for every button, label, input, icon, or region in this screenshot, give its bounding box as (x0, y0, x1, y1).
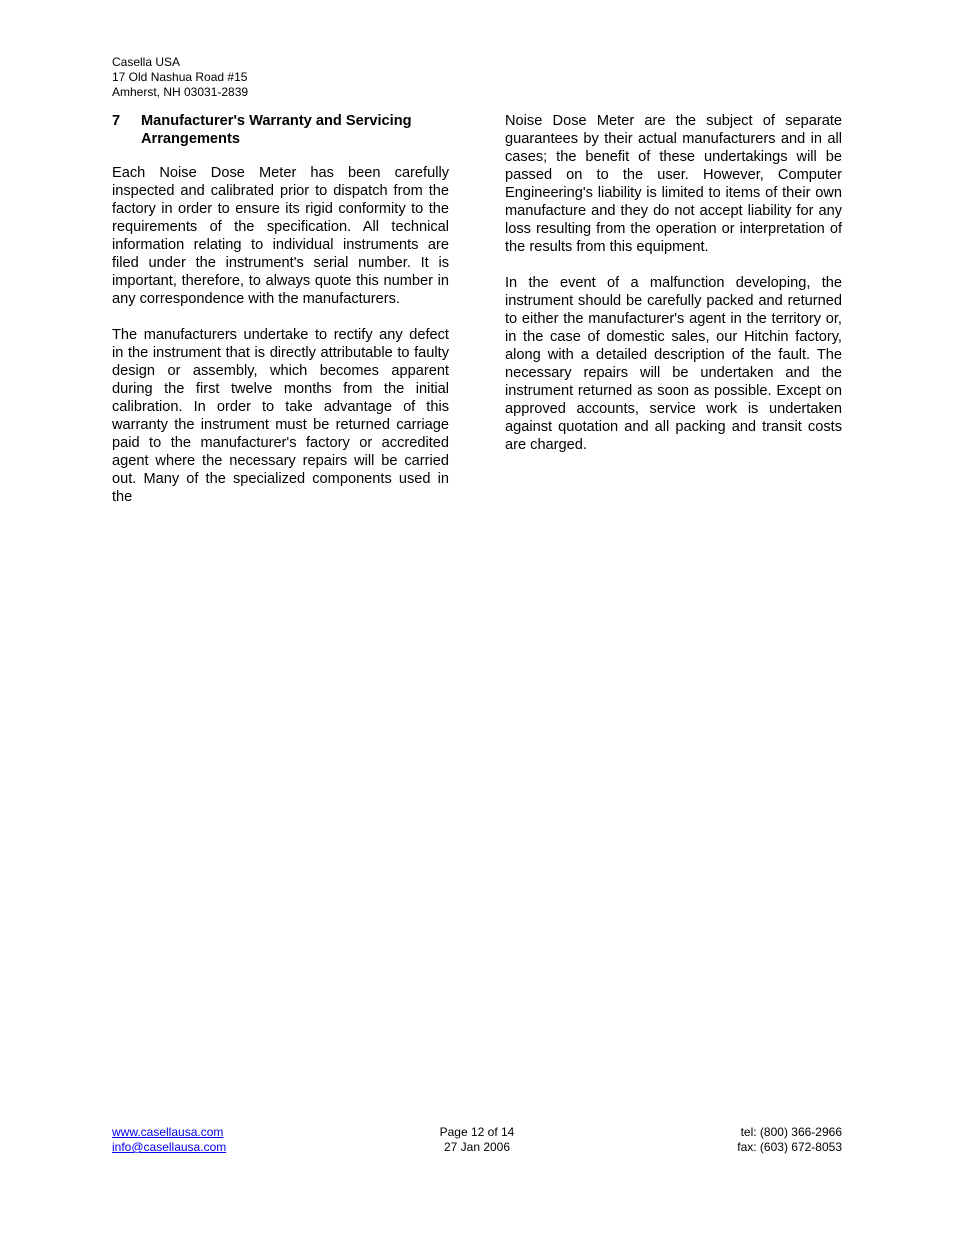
address-line-1: 17 Old Nashua Road #15 (112, 70, 248, 84)
warranty-paragraph-1: Each Noise Dose Meter has been carefully inspected and calibrated prior to dispatch from the factory in order to ensure its rigid conformity to the requirements of the specification. All technical information relating to individual instruments are filed under the instrument's serial number. It is important, therefore, to always quote this number in any correspondence with the manufacturers. (112, 165, 449, 307)
warranty-paragraph-3: Noise Dose Meter are the subject of separate guarantees by their actual manufacturers and in all cases; the benefit of these undertakings will be passed on to the user. However, Computer Engineering's liability is limited to items of their own manufacture and they do not accept liability for any loss resulting from the operation or interpretation of the results from this equipment. (505, 113, 842, 255)
warranty-paragraph-4: In the event of a malfunction developing, the instrument should be carefully packed and returned to either the manufacturer's agent in the territory or, in the case of domestic sales, our Hitchin factory, along with a detailed description of the fault. The necessary repairs will be undertaken and the instrument returned as soon as possible. Except on approved accounts, service work is undertaken against quotation and all packing and transit costs are charged. (505, 275, 842, 453)
document-date: 27 Jan 2006 (443, 1140, 511, 1154)
telephone-number: tel: (800) 366-2966 (740, 1125, 842, 1139)
section-number: 7 (112, 113, 121, 129)
section-heading (112, 112, 449, 148)
warranty-paragraph-2: The manufacturers undertake to rectify any defect in the instrument that is directly attributable to faulty design or assembly, which becomes apparent during the first twelve months from the initial calibration. In order to take advantage of this warranty the instrument must be returned carriage paid to the manufacturer's factory or accredited agent where the necessary repairs will be carried out. Many of the specialized components used in the (112, 327, 449, 505)
footer-contact (642, 1125, 842, 1155)
left-column (112, 112, 449, 524)
website-link[interactable]: www.casellausa.com (112, 1125, 224, 1139)
address-line-2: Amherst, NH 03031-2839 (112, 85, 249, 99)
company-name: Casella USA (112, 55, 181, 69)
email-link[interactable]: info@casellausa.com (112, 1140, 227, 1154)
footer-links (112, 1125, 226, 1155)
fax-number: fax: (603) 672-8053 (737, 1140, 842, 1154)
letterhead-address (112, 55, 248, 100)
section-title: Manufacturer's Warranty and Servicing Arrangements (141, 113, 412, 147)
footer-page-info (377, 1125, 577, 1155)
page-number: Page 12 of 14 (439, 1125, 515, 1139)
right-column (505, 112, 842, 472)
